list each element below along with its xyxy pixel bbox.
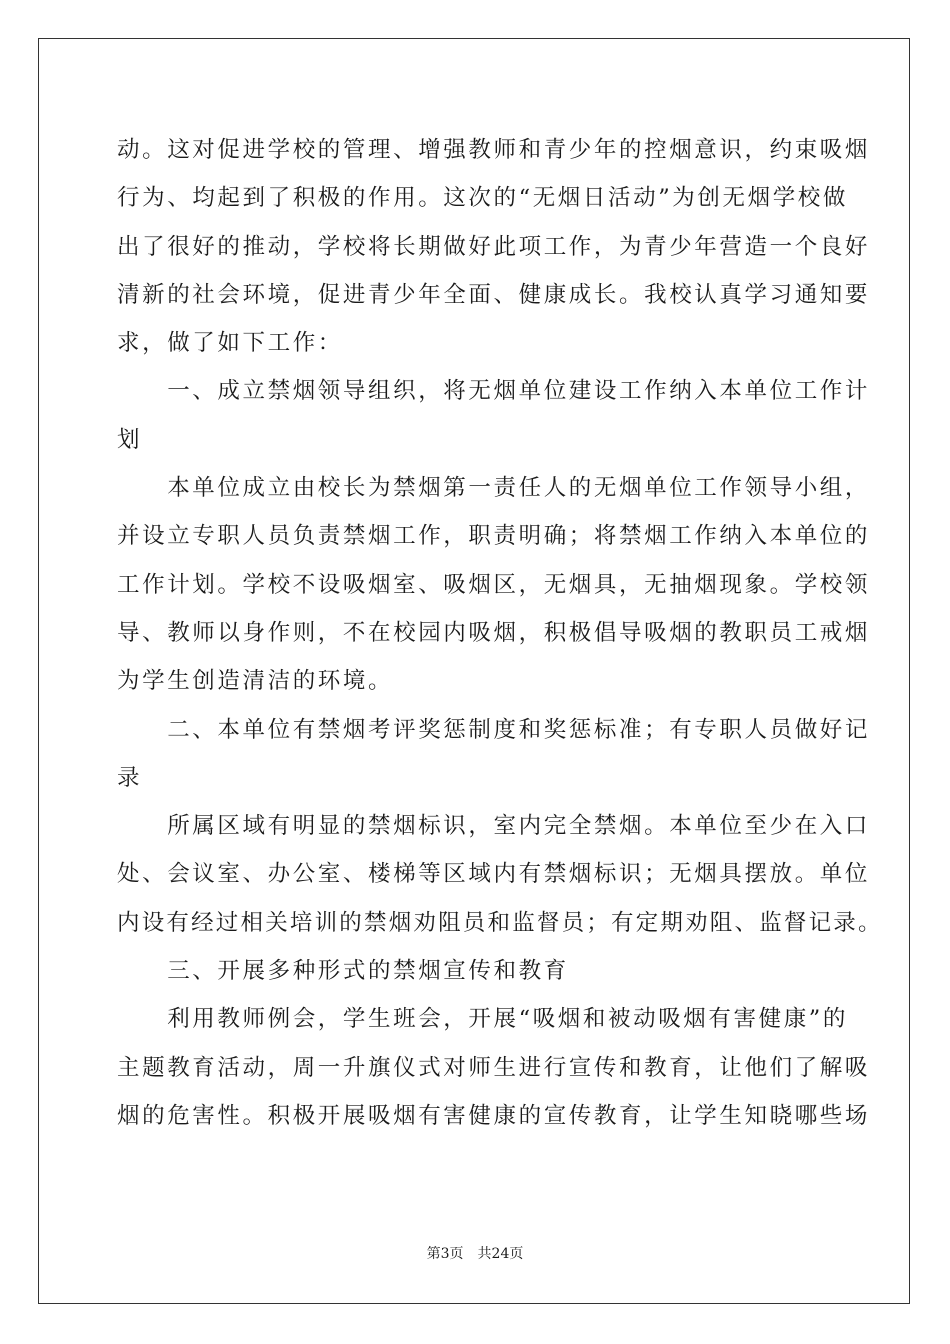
text-line: 本单位成立由校长为禁烟第一责任人的无烟单位工作领导小组，	[117, 475, 871, 502]
section-heading-2-cont: 录	[117, 764, 143, 791]
section-heading-3: 三、开展多种形式的禁烟宣传和教育	[117, 958, 569, 985]
page-total: 共24页	[477, 1246, 524, 1262]
text-line: 动。这对促进学校的管理、增强教师和青少年的控烟意识，约束吸烟	[117, 137, 871, 163]
text-line: 烟的危害性。积极开展吸烟有害健康的宣传教育，让学生知晓哪些场	[117, 1102, 871, 1129]
text-line: 内设有经过相关培训的禁烟劝阻员和监督员；有定期劝阻、监督记录。	[117, 909, 883, 936]
text-line: 所属区域有明显的禁烟标识，室内完全禁烟。本单位至少在入口	[117, 813, 871, 840]
text-line: 求，做了如下工作：	[117, 330, 343, 357]
text-line: 出了很好的推动，学校将长期做好此项工作，为青少年营造一个良好	[117, 233, 871, 260]
text-line: 为学生创造清洁的环境。	[117, 668, 394, 695]
document-body	[117, 126, 883, 1140]
text-line: 工作计划。学校不设吸烟室、吸烟区，无烟具，无抽烟现象。学校领	[117, 571, 871, 598]
text-line: 处、会议室、办公室、楼梯等区域内有禁烟标识；无烟具摆放。单位	[117, 861, 871, 888]
text-line: 行为、均起到了积极的作用。这次的“无烟日活动”为创无烟学校做	[117, 185, 849, 212]
text-line: 导、教师以身作则，不在校园内吸烟，积极倡导吸烟的教职员工戒烟	[117, 619, 871, 646]
text-line: 主题教育活动，周一升旗仪式对师生进行宣传和教育，让他们了解吸	[117, 1054, 871, 1081]
page-footer	[0, 1243, 950, 1263]
text-line: 清新的社会环境，促进青少年全面、健康成长。我校认真学习通知要	[117, 281, 871, 308]
text-line: 利用教师例会，学生班会，开展“吸烟和被动吸烟有害健康”的	[117, 1006, 849, 1033]
section-heading-1: 一、成立禁烟领导组织，将无烟单位建设工作纳入本单位工作计	[117, 378, 871, 405]
page-number: 第3页	[426, 1246, 464, 1262]
section-heading-2: 二、本单位有禁烟考评奖惩制度和奖惩标准；有专职人员做好记	[117, 716, 871, 743]
section-heading-1-cont: 划	[117, 426, 143, 453]
text-line: 并设立专职人员负责禁烟工作，职责明确；将禁烟工作纳入本单位的	[117, 523, 871, 550]
